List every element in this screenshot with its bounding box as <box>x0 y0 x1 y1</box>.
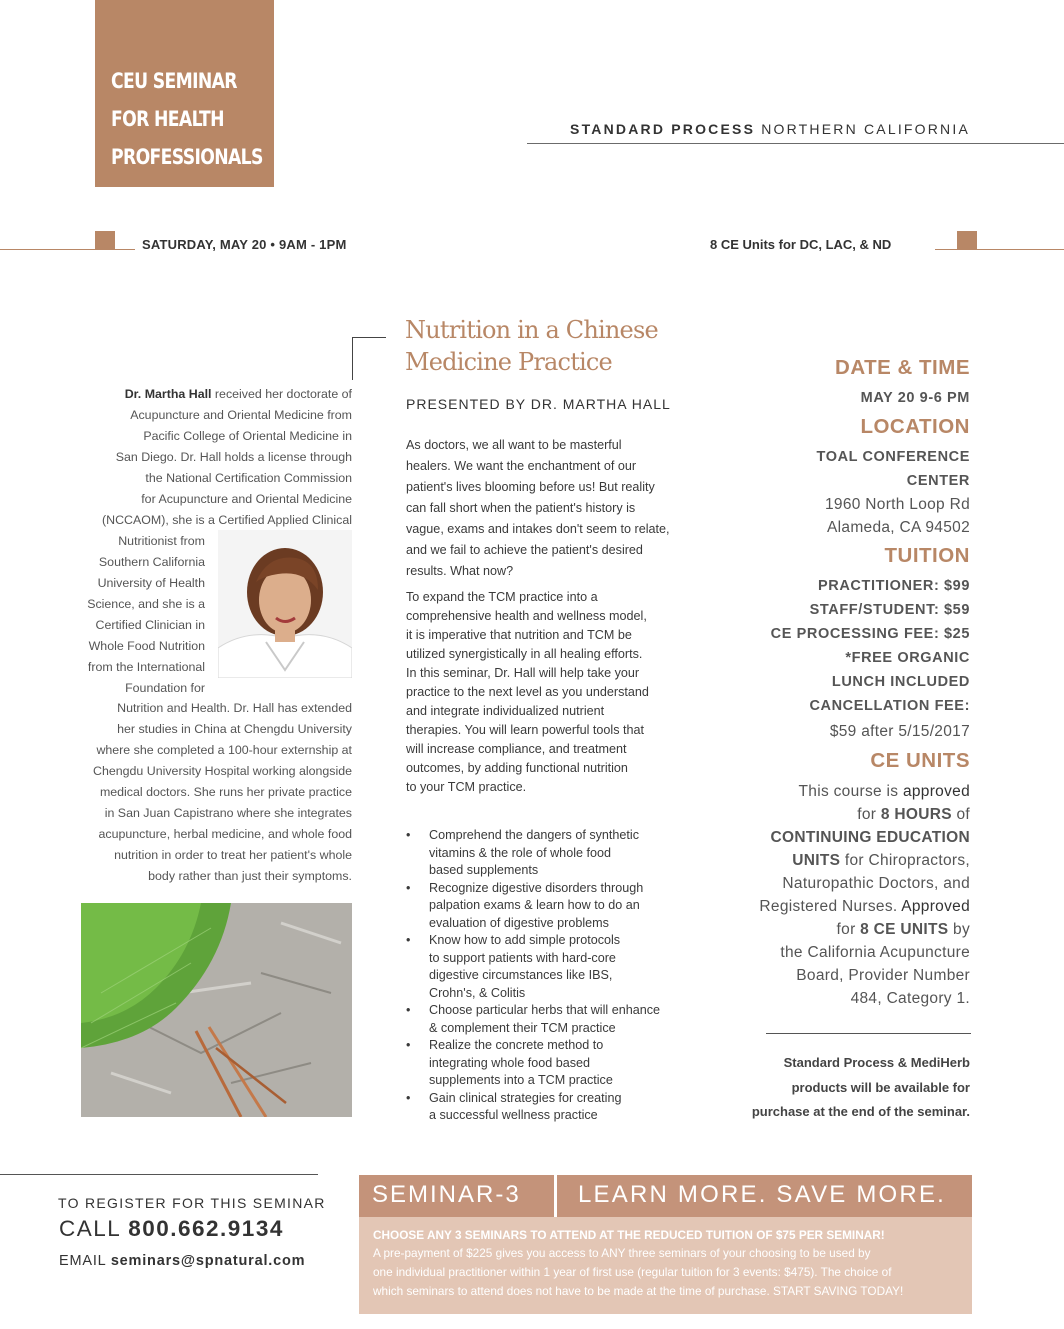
ce-text: This course is <box>798 783 903 800</box>
seminar-title <box>405 314 658 378</box>
list-item-line: evaluation of digestive problems <box>429 915 609 930</box>
bio-line: Foundation for <box>125 681 205 695</box>
date-bar-square-left <box>95 231 115 249</box>
paragraph-line: In this seminar, Dr. Hall will help take your <box>406 666 640 680</box>
paragraph-line: outcomes, by adding functional nutrition <box>406 761 628 775</box>
bio-text-left <box>87 531 205 699</box>
ce-text: of <box>951 806 970 823</box>
bio-line: received her doctorate of <box>211 387 352 401</box>
list-item <box>406 1090 660 1125</box>
paragraph-line: can fall short when the patient's history is <box>406 501 636 515</box>
list-item-line: based supplements <box>429 863 539 877</box>
banner-divider <box>554 1175 557 1217</box>
cancellation-fee: $59 after 5/15/2017 <box>829 723 970 740</box>
email-label: EMAIL <box>59 1253 111 1269</box>
register-email <box>59 1253 305 1269</box>
paragraph-line: comprehensive health and wellness model, <box>406 609 647 623</box>
date-bar-rule-left <box>0 249 135 250</box>
paragraph-line: will increase compliance, and treatment <box>406 742 627 756</box>
promo-slogan: LEARN MORE. SAVE MORE. <box>578 1181 947 1208</box>
promo-line: one individual practitioner within 1 year of first use (regular tuition for 3 events: $475). The choice of <box>373 1265 892 1280</box>
seminar-title-line: Nutrition in a Chinese <box>405 316 658 344</box>
tuition-line: LUNCH INCLUDED <box>831 674 970 690</box>
list-item-line: integrating whole food based <box>429 1055 591 1070</box>
brand-bold: STANDARD PROCESS <box>570 121 756 137</box>
bio-line: Nutritionist from <box>118 534 205 548</box>
call-label: CALL <box>59 1216 129 1241</box>
tuition-line: CE PROCESSING FEE: $25 <box>770 626 970 642</box>
date-bar-rule-right <box>935 249 1064 250</box>
list-item-line: • Gain clinical strategies for creating <box>429 1090 622 1105</box>
paragraph-line: results. What now? <box>406 564 514 578</box>
bio-line: Chengdu University Hospital working alongside <box>93 764 352 778</box>
list-item-line: palpation exams & learn how to do an <box>429 898 640 912</box>
speaker-portrait <box>218 530 352 678</box>
ce-text: approved <box>902 783 970 800</box>
ce-units-summary: 8 CE Units for DC, LAC, & ND <box>710 237 892 252</box>
venue-line: CENTER <box>906 473 970 489</box>
list-item-line: a successful wellness practice <box>429 1108 598 1122</box>
list-item <box>406 1037 660 1090</box>
paragraph-line: to your TCM practice. <box>406 780 527 794</box>
bio-text-bottom <box>93 698 352 887</box>
ce-text: CONTINUING EDUCATION <box>770 829 970 846</box>
promo-line: A pre-payment of $225 gives you access to ANY three seminars of your choosing to be used by <box>373 1246 871 1260</box>
ce-text: for Chiropractors, <box>840 852 970 869</box>
venue-line: TOAL CONFERENCE <box>816 449 970 465</box>
phone-number[interactable]: 800.662.9134 <box>128 1216 284 1241</box>
tuition-line: CANCELLATION FEE: <box>809 698 970 714</box>
location-heading: LOCATION <box>860 415 970 438</box>
list-item-line: Crohn's, & Colitis <box>429 985 526 1000</box>
bio-line: body rather than just their symptoms. <box>148 869 352 883</box>
paragraph-line: utilized synergistically in all healing efforts. <box>406 647 643 661</box>
brand-region: NORTHERN CALIFORNIA <box>755 121 970 137</box>
ce-text: 8 HOURS <box>880 806 952 823</box>
bio-line: acupuncture, herbal medicine, and whole food <box>98 827 352 841</box>
bio-line: her studies in China at Chengdu University <box>117 722 352 736</box>
list-item-line: • Choose particular herbs that will enhance <box>429 1003 661 1017</box>
bio-line: in San Juan Capistrano where she integrates <box>104 806 352 820</box>
brand-divider <box>527 143 1064 144</box>
paragraph-line: patient's lives blooming before us! But reality <box>406 480 655 494</box>
products-line: purchase at the end of the seminar. <box>751 1104 970 1119</box>
learning-objectives-list <box>406 827 660 1125</box>
list-item <box>406 827 660 880</box>
register-title: TO REGISTER FOR THIS SEMINAR <box>58 1195 326 1211</box>
address-line: 1960 North Loop Rd <box>825 496 970 513</box>
ce-text: 8 CE UNITS <box>860 921 949 938</box>
bio-line: for Acupuncture and Oriental Medicine <box>141 492 352 506</box>
bio-line: University of Health <box>97 576 205 590</box>
ce-text: Registered Nurses. <box>759 898 902 915</box>
list-item-line: supplements into a TCM practice <box>429 1073 613 1087</box>
ceu-line: FOR HEALTH <box>111 107 224 131</box>
ceu-line: CEU SEMINAR <box>111 69 237 93</box>
ce-text: for <box>836 921 861 938</box>
ginkgo-leaf-needles-photo <box>81 903 352 1117</box>
speaker-name: Dr. Martha Hall <box>124 387 212 401</box>
ce-text: by <box>948 921 970 938</box>
register-phone <box>59 1216 284 1242</box>
ceu-seminar-badge <box>95 0 274 187</box>
bio-line: where she completed a 100-hour externship at <box>96 743 352 757</box>
bio-line: medical doctors. She runs her private practice <box>99 785 352 799</box>
event-date: SATURDAY, MAY 20 • 9AM - 1PM <box>142 237 347 252</box>
list-item <box>406 1002 660 1037</box>
ce-units-description <box>759 780 970 1010</box>
paragraph-line: it is imperative that nutrition and TCM be <box>406 628 632 642</box>
register-divider <box>0 1174 318 1175</box>
bio-line: Nutrition and Health. Dr. Hall has extended <box>117 701 352 715</box>
ce-text: Naturopathic Doctors, and <box>782 875 970 892</box>
description-paragraph <box>406 588 649 797</box>
list-item-line: digestive circumstances like IBS, <box>429 968 613 982</box>
promo-line: which seminars to attend does not have to be made at the time of purchase. START SAVING TODAY! <box>373 1284 904 1299</box>
bio-line: from the International <box>87 660 205 674</box>
bio-line: nutrition in order to treat her patient's whole <box>114 848 352 862</box>
title-bracket-top <box>352 337 386 338</box>
ce-text: for <box>857 806 881 823</box>
paragraph-line: practice to the next level as you understand <box>406 685 649 699</box>
bio-line: (NCCAOM), she is a Certified Applied Clinical <box>102 513 352 527</box>
products-note <box>752 1051 970 1125</box>
list-item <box>406 932 660 1002</box>
presenter: PRESENTED BY DR. MARTHA HALL <box>406 396 671 412</box>
paragraph-line: healers. We want the enchantment of our <box>406 459 637 473</box>
promo-headline: CHOOSE ANY 3 SEMINARS TO ATTEND AT THE REDUCED TUITION OF $75 PER SEMINAR! <box>373 1228 885 1242</box>
promo-details <box>359 1217 972 1314</box>
bio-line: Pacific College of Oriental Medicine in <box>143 429 352 443</box>
bio-line: Certified Clinician in <box>95 618 205 632</box>
tuition-line: PRACTITIONER: $99 <box>818 578 970 594</box>
paragraph-line: As doctors, we all want to be masterful <box>406 438 622 452</box>
promo-text <box>373 1244 960 1302</box>
title-bracket-side <box>352 337 353 380</box>
venue-address <box>825 493 970 539</box>
paragraph-line: therapies. You will learn powerful tools that <box>406 723 645 737</box>
list-item-line: to support patients with hard-core <box>429 950 616 965</box>
address-line: Alameda, CA 94502 <box>827 519 970 536</box>
intro-paragraph <box>406 435 670 582</box>
email-address[interactable]: seminars@spnatural.com <box>110 1253 306 1269</box>
products-line: products will be available for <box>791 1079 970 1095</box>
list-item-line: & complement their TCM practice <box>429 1020 616 1035</box>
ce-text: Approved <box>901 898 970 915</box>
seminar-title-line: Medicine Practice <box>405 348 612 376</box>
seminar-3-label: SEMINAR-3 <box>372 1181 521 1208</box>
list-item-line: • Comprehend the dangers of synthetic <box>429 828 640 842</box>
paragraph-line: To expand the TCM practice into a <box>406 590 598 604</box>
list-item-line: • Realize the concrete method to <box>429 1038 604 1052</box>
bio-text-top <box>102 384 352 531</box>
bio-line: Whole Food Nutrition <box>88 639 205 653</box>
date-time-heading: DATE & TIME <box>835 356 970 379</box>
bio-line: the National Certification Commission <box>145 471 352 485</box>
brand-name <box>570 121 970 137</box>
list-item-line: vitamins & the role of whole food <box>429 845 612 860</box>
tuition-line: STAFF/STUDENT: $59 <box>809 602 970 618</box>
list-item <box>406 880 660 933</box>
date-time-value: MAY 20 9-6 PM <box>860 390 970 406</box>
paragraph-line: and we fail to achieve the patient's desired <box>406 543 643 557</box>
bio-line: San Diego. Dr. Hall holds a license through <box>115 450 352 464</box>
date-bar-square-right <box>957 231 977 249</box>
paragraph-line: and integrate individualized nutrient <box>406 704 605 718</box>
bio-line: Southern California <box>98 555 205 569</box>
tuition-heading: TUITION <box>884 544 970 567</box>
ce-text: Board, Provider Number <box>796 967 970 984</box>
list-item-line: • Recognize digestive disorders through <box>429 880 644 895</box>
tuition-list <box>771 574 970 718</box>
bio-line: Acupuncture and Oriental Medicine from <box>130 408 352 422</box>
ce-text: the California Acupuncture <box>780 944 970 961</box>
venue-name <box>817 445 970 493</box>
products-divider <box>766 1033 971 1034</box>
products-line: Standard Process & MediHerb <box>783 1055 970 1070</box>
ce-text: 484, Category 1. <box>850 990 970 1007</box>
ce-text: UNITS <box>792 852 841 869</box>
tuition-line: *FREE ORGANIC <box>845 650 970 666</box>
ceu-line: PROFESSIONALS <box>111 145 263 169</box>
list-item-line: • Know how to add simple protocols <box>429 933 621 947</box>
bio-line: Science, and she is a <box>87 597 205 611</box>
ce-units-heading: CE UNITS <box>870 749 970 772</box>
paragraph-line: vague, exams and intakes don't seem to relate, <box>406 522 670 536</box>
